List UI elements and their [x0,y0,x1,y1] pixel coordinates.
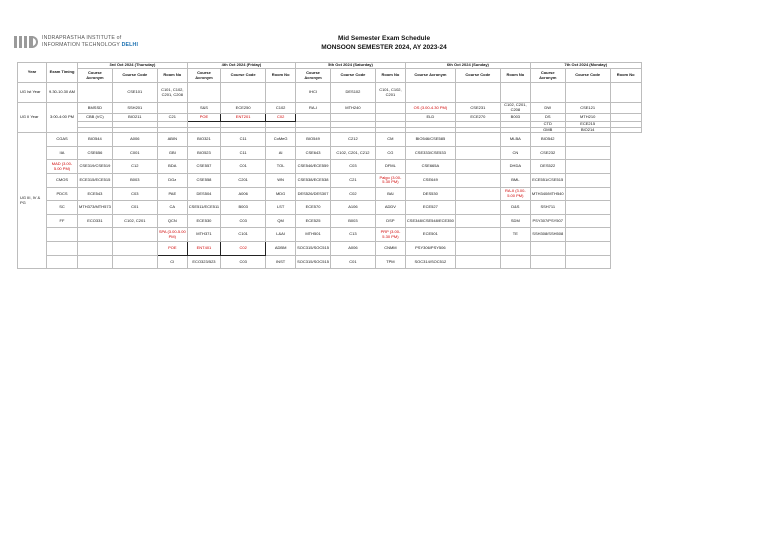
course-code: CSE557 [187,160,220,174]
course-code: CSE558 [187,173,220,187]
course-acronym: DSP [375,214,405,228]
room-no: C102, C201, C208 [500,103,530,114]
course-acronym [500,255,530,269]
course-code: CSE649 [405,173,455,187]
course-acronym: CBB (VC) [78,114,113,122]
course-code-header: Course Code [330,69,375,83]
course-acronym [47,241,78,255]
course-acronym: RA-I [296,103,331,114]
course-code: ECE501 [405,228,455,242]
room-no: C21 [157,114,187,122]
room-no: A006 [330,241,375,255]
course-acronym: CN [500,146,530,160]
room-no: C03 [221,214,266,228]
course-acronym-header: Course Acronym [78,69,113,83]
course-acronym: CM [375,133,405,147]
course-code: DES522 [530,160,565,174]
course-acronym: DS [530,114,565,122]
room-no: B003 [221,201,266,215]
room-no [455,255,500,269]
institute-name-delhi: DELHI [121,41,139,48]
course-code: CSE319/CSE519 [78,160,113,174]
course-acronym: PDCS [47,187,78,201]
exam-timing: 3:00-4:00 PM [47,103,78,133]
course-code: MTH371 [187,228,220,242]
course-acronym: ABIN [157,133,187,147]
room-no [500,83,530,103]
course-acronym: INST [266,255,296,269]
room-no [565,173,610,187]
course-acronym: BDA [157,160,187,174]
course-acronym: RA-II (3.00-5.00 PM) [500,187,530,201]
room-no: C12 [112,160,157,174]
course-acronym: CI [157,255,187,269]
room-no-header: Room No [157,69,187,83]
course-code-header: Course Code [112,69,157,83]
course-code: ECO331 [78,214,113,228]
course-code: BIO523 [187,146,220,160]
room-no [565,214,610,228]
table-row [18,114,642,122]
course-acronym [296,114,331,122]
course-code: ECE525 [296,214,331,228]
room-no [375,114,405,122]
course-code: CSE546/ECE559 [296,160,331,174]
course-code: CSE232 [530,146,565,160]
course-acronym: PRP (3.00-5.30 PM) [375,228,405,242]
course-code: CSE348/CSE548/ECE350 [405,214,455,228]
year-label: UG II Year [18,103,47,133]
course-code: PSY306/PSY506 [405,241,455,255]
course-code: CSE643 [296,146,331,160]
day-header: 5th Oct 2024 (Saturday) [296,63,406,69]
room-no [112,255,157,269]
room-no [112,228,157,242]
room-no: C102 [266,103,296,114]
course-acronym: MLBA [500,133,530,147]
room-no [455,173,500,187]
course-acronym [405,83,455,103]
room-no [455,241,500,255]
course-code: BIO321 [187,133,220,147]
course-code: ECE570 [296,201,331,215]
course-code: SSH711 [530,201,565,215]
room-no-header: Room No [375,69,405,83]
course-code: BIO544 [78,133,113,147]
course-acronym: SC [47,201,78,215]
course-acronym: DW [530,103,565,114]
room-no [610,114,641,122]
room-no [565,187,610,201]
course-acronym: DHDA [500,160,530,174]
day-header: 6th Oct 2024 (Sunday) [405,63,530,69]
course-acronym: IHCI [296,83,331,103]
room-no: C02 [221,241,266,255]
room-no-header: Room No [266,69,296,83]
room-no: C03 [221,255,266,269]
room-no [455,133,500,147]
room-no: C13 [330,228,375,242]
course-code: MTH373/MTH573 [78,201,113,215]
day-header: 4th Oct 2024 (Friday) [187,63,295,69]
room-no: C102, C201 [112,214,157,228]
room-no [455,187,500,201]
course-code: ECE215 [565,122,610,128]
institute-name-line2: INFORMATION TECHNOLOGY [42,41,120,48]
table-row [18,146,642,160]
course-code [530,255,565,269]
room-no: C11 [221,146,266,160]
course-code: SOC315/SOC515 [296,241,331,255]
course-acronym: CNMM [375,241,405,255]
room-no [610,127,641,133]
course-code: CSE511/ECE511 [187,201,220,215]
course-acronym: PAE [157,187,187,201]
course-acronym [187,83,220,103]
course-acronym: BML [500,173,530,187]
course-code: ENT201 [221,114,266,122]
room-no: C21 [330,173,375,187]
course-acronym: CMOS [47,173,78,187]
room-no [455,146,500,160]
course-code: CSE231 [455,103,500,114]
course-acronym [47,228,78,242]
year-header: Year [18,63,47,83]
room-no: C02 [266,114,296,122]
room-no [610,83,641,103]
course-code [530,241,565,255]
course-code: DES526/DES307 [296,187,331,201]
course-acronym: SPA (3.00-5.00 PM) [157,228,187,242]
course-acronym: ADDV [375,201,405,215]
course-acronym: S&S [187,103,220,114]
course-code: MTH210 [565,114,610,122]
course-code-header: Course Code [221,69,266,83]
year-label: UG III, IV & PG [18,133,47,269]
course-code [330,114,375,122]
course-code: ECE270 [455,114,500,122]
course-code: ECE250 [221,103,266,114]
course-code: SOC315/SOC515 [296,255,331,269]
room-no [610,103,641,114]
table-row [18,83,642,103]
room-no [565,160,610,174]
course-acronym-header: Course Acronym [405,69,455,83]
day-header: 3rd Oct 2024 (Thursday) [78,63,188,69]
course-acronym: MDG [266,187,296,201]
course-code: DES102 [330,83,375,103]
table-row [18,255,642,269]
course-code: CSE665A [405,160,455,174]
course-acronym: QCN [157,214,187,228]
course-acronym: GMB [530,127,565,133]
course-code [78,228,113,242]
course-acronym: POE [157,241,187,255]
course-code: MTH340/MTH540 [530,187,565,201]
course-code: ECE315/ECE515 [78,173,113,187]
course-acronym [500,241,530,255]
room-no: C212 [330,133,375,147]
course-acronym: POE [187,114,220,122]
course-acronym: DGz [157,173,187,187]
course-code: CSE101 [112,83,157,103]
course-code: ECE530 [187,214,220,228]
course-acronym: TOL [266,160,296,174]
room-no [565,241,610,255]
course-acronym: ADBM [266,241,296,255]
course-acronym: SDM [500,214,530,228]
course-code: CSE121 [565,103,610,114]
course-acronym: FF [47,214,78,228]
exam-timing: 9.30-10.30 AM [47,83,78,103]
day-header: 7th Oct 2024 (Monday) [530,63,641,69]
room-no [157,103,187,114]
course-code [221,83,266,103]
course-code: DES530 [405,187,455,201]
week1-schedule-table [17,62,642,269]
course-code: SSH308/SSH508 [530,228,565,242]
room-no [455,201,500,215]
course-code: BIO542 [530,133,565,147]
room-no: C001 [112,146,157,160]
table-row [18,214,642,228]
schedule-title: Mid Semester Exam Schedule [337,35,431,42]
course-code: BIO549 [296,133,331,147]
room-no [565,133,610,147]
room-no-header: Room No [500,69,530,83]
course-acronym: L&AI [266,228,296,242]
course-acronym: CGAS [47,133,78,147]
room-no [455,228,500,242]
room-no: C01 [221,160,266,174]
course-code [455,83,500,103]
room-no: C01 [112,201,157,215]
room-no: C101, C102, C201, C208 [157,83,187,103]
room-no [565,255,610,269]
room-no [375,103,405,114]
course-code [565,83,610,103]
course-acronym: MAD (3.00-5.00 PM) [47,160,78,174]
room-no [565,228,610,242]
schedule-subtitle: MONSOON SEMESTER 2024, AY 2023-24 [321,44,447,51]
course-code: SSH201 [112,103,157,114]
course-code: DES504 [187,187,220,201]
room-no: C102, C201, C212 [330,146,375,160]
room-no: B003 [112,173,157,187]
room-no: C101 [221,228,266,242]
course-code: CSE656 [78,146,113,160]
course-code: MTH501 [296,228,331,242]
course-code-header: Course Code [455,69,500,83]
room-no: A006 [112,133,157,147]
course-acronym-header: Course Acronym [296,69,331,83]
course-code: BIO546/CSE585 [405,133,455,147]
course-code: ECE543 [78,187,113,201]
room-no [455,160,500,174]
course-acronym: BAI [375,187,405,201]
course-code: BIO214 [565,127,610,133]
course-code [78,241,113,255]
room-no: C01 [330,255,375,269]
course-acronym: ELD [405,114,455,122]
table-row [18,103,642,114]
room-no [565,146,610,160]
course-acronym: Palgo (3.00-5.30 PM) [375,173,405,187]
course-code [78,255,113,269]
course-acronym [47,255,78,269]
room-no: A106 [330,201,375,215]
course-acronym: CoMeG [266,133,296,147]
course-acronym: OS (3.00-4.30 PM) [405,103,455,114]
course-acronym: CTD [530,122,565,128]
course-acronym: QM [266,214,296,228]
room-no [112,241,157,255]
course-acronym: D&S [500,201,530,215]
course-code: ENT401 [187,241,220,255]
room-no: A006 [221,187,266,201]
room-no [565,201,610,215]
course-acronym: CG [375,146,405,160]
room-no: B003 [500,114,530,122]
table-row [18,133,642,147]
table-row [18,187,642,201]
course-acronym-header: Course Acronym [187,69,220,83]
room-no [266,83,296,103]
exam-timing-header: Exam Timing [47,63,78,83]
room-no [455,214,500,228]
institute-name-line1: INDRAPRASTHA INSTITUTE of [42,35,122,41]
room-no: C101, C102, C201 [375,83,405,103]
course-code: ECE527 [405,201,455,215]
course-acronym [530,83,565,103]
course-acronym [78,83,113,103]
course-acronym: LST [266,201,296,215]
course-code: CSE538/ECE538 [296,173,331,187]
course-code: MTH240 [330,103,375,114]
course-acronym-header: Course Acronym [530,69,565,83]
room-no: C02 [330,187,375,201]
course-acronym: WN [266,173,296,187]
course-acronym: AI [266,146,296,160]
course-acronym: GBI [157,146,187,160]
room-no: C11 [221,133,266,147]
course-code-header: Course Code [565,69,610,83]
course-acronym: CA [157,201,187,215]
table-row [18,228,642,242]
course-acronym: BMSSD [78,103,113,114]
room-no: C201 [221,173,266,187]
course-code: BIO211 [112,114,157,122]
room-no: C03 [112,187,157,201]
course-acronym: TPM [375,255,405,269]
course-acronym: DFML [375,160,405,174]
course-code: CSE333/CSE533 [405,146,455,160]
course-code: PSY307/PSY507 [530,214,565,228]
room-no: B003 [330,214,375,228]
course-acronym: IIA [47,146,78,160]
page-title [0,34,768,52]
course-acronym: TE [500,228,530,242]
room-no: C03 [330,160,375,174]
room-no-header: Room No [610,69,641,83]
course-code: ECO323/523 [187,255,220,269]
course-code: ECE551/CSE515 [530,173,565,187]
table-row [18,173,642,187]
table-row [18,201,642,215]
course-code: SOC314/SOC512 [405,255,455,269]
table-row [18,160,642,174]
table-row [18,241,642,255]
year-label: UG Ist Year [18,83,47,103]
